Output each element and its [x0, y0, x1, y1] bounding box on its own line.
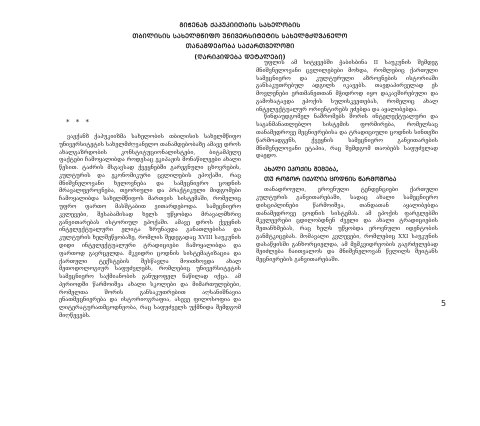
paragraph: თანადროული, ეროვნული ტენდენციები ქართული კულტურის განვითარებაში, სადაც ახალი სამეცნიერო დისციპლინები წარმოიშვა, თანდათან აყალიბებდა თანამედროვე ცოდნის სისტემას. ამ ეპოქის ფარგლებში მკვლევრები ცდილობდნენ ძველი და ახალი ტრადიციების შეთანხმებას, რაც ხელს უწყობდა ეროვნული იდენტობის განმტკიცებას. მომავალი კვლევები, რომლებიც XXI საუკუნის დასაწყისში განხორციელდა, ამ მემკვიდრეობის გაგრძელებად შეიძლება ჩაითვალოს და მნიშვნელოვან წვლილს შეიტანს მეცნიერების განვითარებაში. [256, 187, 438, 264]
paragraph: ვაჟქანზ ქაპუკიიზმა სახელობის თბილისის სახელმწიფო უნივერსიტეტის სახელმძღვანელო თანამდებობაზე ამავე დროს ახალგაზრდობის კონსტიტუციონალისტები, ბიტამპელე ფაქტები ჩამოყალიბდა როდესაც ეკიპაჟის მონაწილეები ახალი წესით. ტაძრის მსგავსად ქვეყნებში გარეგნული ცხოვრების, კულტურის და ეკონომიკური ცვლილების ეპოქაში, რაც მნიშვნელოვანი ხელოვნება და სამეცნიერო ცოდნის მრავალფეროვნება, თეორიული და პრაქტიკული მიდგომები ჩამოყალიბდა სახელმწიფოს მართვის სისტემაში, რომელიც უფრო ფართო მასშტაბით ვითარდებოდა. სამეცნიერო კვლევები, შესაბამისად ხელს უწყობდა მრავალმხრივ განვითარებას ისტორიულ ეპოქაში. ამავე დროს ქვეყნის ინტელექტუალური ელიტა ზრუნავდა განათლებისა და კულტურის ხელშეწყობაზე, რომლის შედეგადაც XVIII საუკუნის დიდი ინტელექტუალური ტრადიციები ჩამოყალიბდა და ფართოდ გავრცელდა. მკვიდრი ცოდნის სისტემატიზაცია და ქართული ტექსტების შესწავლა მოითხოვდა ახალ მეთოდოლოგიურ საფუძვლებს, რომლებიც უნივერსიტეტის სამეცნიერო საქმიანობის განუყოფელ ნაწილად იქცა. ამ პერიოდში წარმოიშვა ახალი სკოლები და მიმართულებები, რომელთა შორის განსაკუთრებით აღსანიშნავია ენათმეცნიერება და ისტორიოგრაფია, ასევე ფილოსოფია და ლიტერატურათმცოდნეობა, რაც საფუძველს უქმნიდა შემდგომ მიღწევებს. [59, 134, 241, 319]
paragraph: წინდაუდგომელ ნაშრომებს შორის ინტელექტუალური და საგანმანათლებლო სისტემის ფორმირება, რომელსაც თანამედროვე მეცნიერებისა და ტრადიციული ცოდნის სინთეზი წარმოადგენს, ქვეყნის სამეცნიერო განვითარების მნიშვნელოვანი ეტაპია, რაც შემდგომ თაობებს საფუძვლად დაედო. [256, 114, 438, 160]
paragraph: უფლის ამ სიტყვებში ჭაბისბინა II საუკუნის შემდეგ მნიშვნელოვანი ცვლილებები მოხდა, რომლებიც ქართული სამეცნიერო და კულტურული აზროვნების ისტორიაში განსაკუთრებულ ადგილს იკავებს. თავდაპირველად ეს მოვლენები ერთმანეთთან მჭიდროდ იყო დაკავშირებული და გამოხატავდა ეპოქის სულისკვეთებას, რომელიც ახალ ინტელექტუალურ ორიენტირებს ეძებდა და აყალიბებდა. [256, 60, 438, 113]
header-line: ᲗᲐᲜᲐᲛᲓᲔᲑᲝᲑᲐ ᲡᲐᲥᲐᲠᲗᲕᲔᲚᲝᲨᲘ [185, 43, 295, 50]
page-header [40, 21, 440, 63]
header-line: (ᲦᲐᲠᲘᲞᲘᲓᲔᲑᲐ ᲓᲔᲢᲐᲚᲔᲑᲘ) [194, 53, 286, 61]
section-separator: * * * [66, 118, 91, 126]
section-heading-line: ᲐᲮᲐᲚᲘ ᲔᲞᲝᲥᲘᲡ ᲨᲔᲛᲔᲑᲐ, [264, 166, 339, 174]
header-line: ᲒᲘᲭᲔᲜᲐᲖ ᲥᲐᲞᲣᲙᲘᲘᲗᲑᲘᲡ ᲡᲐᲮᲔᲚᲝᲑᲘᲡ [179, 22, 301, 29]
section-heading-line: ᲗᲣ ᲠᲝᲒᲝᲠ ᲘᲥᲐᲚᲘᲐ ᲪᲝᲓᲜᲘᲡ ᲬᲐᲠᲛᲝᲨᲝᲑᲐ [264, 175, 397, 183]
section-heading [264, 165, 438, 184]
page-number: 5 [441, 299, 447, 308]
left-column [59, 134, 241, 321]
header-line: ᲗᲑᲘᲚᲘᲡᲘᲡ ᲡᲐᲮᲔᲚᲛᲬᲘᲤᲝ ᲣᲜᲘᲕᲔᲠᲡᲘᲢᲔᲢᲘᲡ ᲡᲐᲮᲔᲚᲛᲫᲦᲕᲐᲜᲔᲚᲝ [132, 32, 348, 40]
right-column [256, 60, 438, 265]
